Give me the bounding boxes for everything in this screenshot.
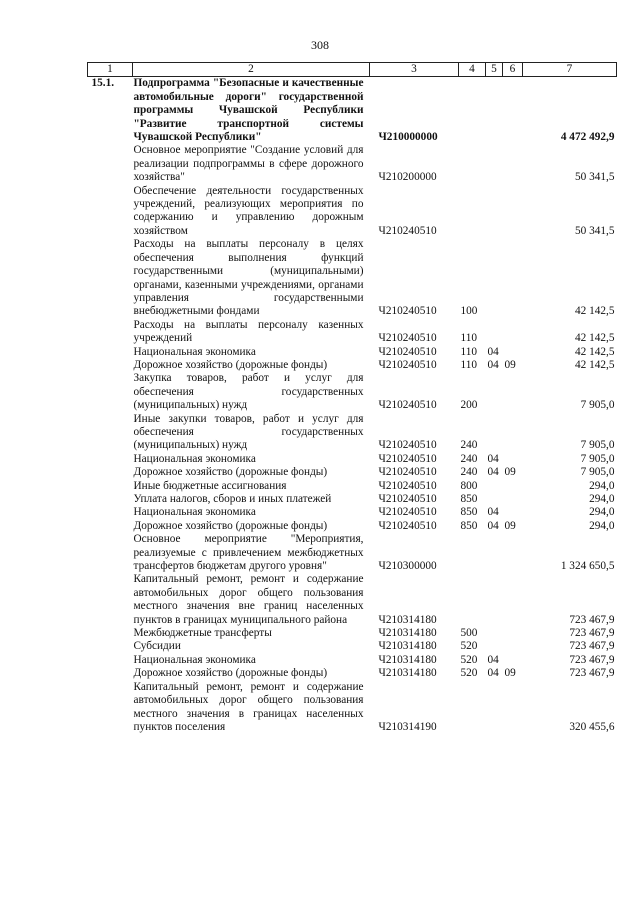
row-amount: 7 905,0 [580,439,615,452]
row-subsection: 09 [504,466,516,479]
row-expense-type: 800 [460,479,478,492]
row-number [88,185,133,239]
row-subsection [503,144,523,184]
row-expense-type [459,573,486,627]
row-section: 04 [487,358,499,371]
row-number [88,480,133,493]
row-code: Ч210240510 [378,479,437,492]
table-row [88,77,617,145]
row-subsection: 09 [504,358,516,371]
row-code: Ч210314180 [378,613,437,626]
row-number [88,238,133,318]
budget-table [87,62,617,734]
row-amount: 320 455,6 [569,720,615,733]
row-expense-type: 850 [460,506,478,519]
row-subsection [503,573,523,627]
row-expense-type: 100 [460,305,478,318]
table-row [88,520,617,533]
row-subsection [503,627,523,640]
row-code: Ч210314180 [378,653,437,666]
row-number [88,413,133,453]
row-section [486,185,503,239]
row-expense-type: 110 [460,332,478,345]
table-row [88,681,617,735]
row-amount: 294,0 [589,493,615,505]
table-row [88,466,617,479]
row-number [88,627,133,640]
row-code: Ч210240510 [378,519,437,532]
row-subsection [503,506,523,519]
row-expense-type [459,144,486,184]
row-section: 04 [487,653,499,666]
row-name: Иные закупки товаров, работ и услуг для обеспечения государственных (муниципальных) нужд [133,412,364,452]
page-number: 308 [311,38,329,52]
row-subsection [503,413,523,453]
row-name: Капитальный ремонт, ремонт и содержание автомобильных дорог общего пользования местного значения в границах населенных пунктов поселения [133,680,364,733]
row-expense-type [459,185,486,239]
row-name: Закупка товаров, работ и услуг для обеспечения государственных (муниципальных) нужд [133,372,364,412]
row-number [88,654,133,667]
row-subsection [503,77,523,145]
table-row [88,654,617,667]
row-expense-type [459,77,486,145]
table-row [88,319,617,346]
row-section [486,319,503,346]
row-name: Иные бюджетные ассигнования [133,479,287,492]
row-expense-type [459,533,486,573]
row-section [486,627,503,640]
row-code: Ч210314180 [378,640,437,653]
row-name: Дорожное хозяйство (дорожные фонды) [133,667,328,680]
row-amount: 7 905,0 [580,399,615,412]
row-expense-type: 110 [460,345,478,358]
row-section [486,77,503,145]
row-amount: 4 472 492,9 [560,131,615,144]
row-section: 04 [487,506,499,519]
header-cell-2: 2 [133,63,370,77]
row-subsection: 09 [504,519,516,532]
header-cell-6: 6 [503,63,523,77]
row-subsection [503,319,523,346]
row-code: Ч210314180 [378,667,437,680]
row-code: Ч210240510 [378,493,437,505]
row-expense-type: 520 [460,667,478,680]
row-subsection [503,453,523,466]
row-section [486,573,503,627]
table-row [88,627,617,640]
table-row [88,413,617,453]
row-number [88,573,133,627]
row-expense-type: 520 [460,653,478,666]
row-amount: 723 467,9 [569,627,615,640]
table-row [88,453,617,466]
row-amount: 50 341,5 [574,171,615,184]
row-name: Расходы на выплаты персоналу в целях обеспечения выполнения функций государственными (муниципальными) органами, казенными учреждениями, органами управления государственными внебюджетными фондами [133,238,364,318]
row-number [88,520,133,533]
row-subsection [503,346,523,359]
row-section [486,372,503,412]
row-amount: 50 341,5 [574,224,615,237]
row-amount: 42 142,5 [574,358,615,371]
row-amount: 294,0 [589,506,615,519]
row-number [88,346,133,359]
row-section: 04 [487,519,499,532]
row-section [486,640,503,653]
row-name: Национальная экономика [133,452,256,465]
row-name: Уплата налогов, сборов и иных платежей [133,493,332,505]
row-subsection [503,238,523,318]
row-expense-type: 240 [460,439,478,452]
row-number [88,681,133,735]
row-name: Субсидии [133,640,181,653]
row-section [486,533,503,573]
row-subsection [503,654,523,667]
row-subsection [503,533,523,573]
table-row [88,667,617,680]
table-row [88,640,617,653]
row-code: Ч210200000 [378,171,437,184]
row-section [486,238,503,318]
row-amount: 7 905,0 [580,452,615,465]
row-expense-type: 850 [460,493,478,505]
row-amount: 42 142,5 [574,332,615,345]
row-code: Ч210314180 [378,627,437,640]
row-name: Обеспечение деятельности государственных учреждений, реализующих мероприятия по содержанию и управлению дорожным хозяйством [133,184,364,237]
row-section [486,480,503,493]
row-name: Межбюджетные трансферты [133,627,272,640]
row-section [486,493,503,506]
row-name: Расходы на выплаты персоналу казенных учреждений [133,318,364,345]
table-row [88,346,617,359]
row-section [486,681,503,735]
row-amount: 723 467,9 [569,613,615,626]
row-amount: 42 142,5 [574,305,615,318]
row-name: Основное мероприятие "Создание условий для реализации подпрограммы в сфере дорожного хозяйства" [133,144,364,184]
row-amount: 723 467,9 [569,667,615,680]
table-row [88,238,617,318]
row-code: Ч210240510 [378,358,437,371]
row-number [88,453,133,466]
row-code: Ч210300000 [378,560,437,573]
row-number [88,493,133,506]
row-section: 04 [487,466,499,479]
row-subsection [503,681,523,735]
row-amount: 723 467,9 [569,653,615,666]
row-section [486,413,503,453]
table-row [88,372,617,412]
row-number [88,319,133,346]
header-cell-3: 3 [370,63,459,77]
table-header-row [88,63,617,77]
row-subsection [503,480,523,493]
table-row [88,493,617,506]
row-code: Ч210000000 [378,131,438,144]
header-cell-7: 7 [523,63,617,77]
row-subsection [503,185,523,239]
row-section: 04 [487,667,499,680]
row-section: 04 [487,345,499,358]
row-code: Ч210240510 [378,466,437,479]
row-name: Дорожное хозяйство (дорожные фонды) [133,519,328,532]
row-subsection [503,372,523,412]
table-row [88,144,617,184]
row-name: Дорожное хозяйство (дорожные фонды) [133,466,328,479]
row-expense-type: 240 [460,452,478,465]
row-amount: 294,0 [589,519,615,532]
row-name: Национальная экономика [133,506,256,519]
row-code: Ч210240510 [378,452,437,465]
row-amount: 723 467,9 [569,640,615,653]
row-amount: 294,0 [589,479,615,492]
row-subsection: 09 [504,667,516,680]
row-number [88,506,133,519]
row-code: Ч210240510 [378,439,437,452]
table-row [88,533,617,573]
row-expense-type: 200 [460,399,478,412]
row-expense-type: 500 [460,627,478,640]
row-code: Ч210240510 [378,224,437,237]
row-name: Основное мероприятие "Мероприятия, реализуемые с привлечением межбюджетных трансфертов бюджетам другого уровня" [133,533,364,573]
row-number [88,533,133,573]
row-number [88,372,133,412]
table-row [88,359,617,372]
header-cell-1: 1 [88,63,133,77]
row-expense-type: 520 [460,640,478,653]
table-row [88,506,617,519]
row-expense-type: 240 [460,466,478,479]
row-subsection [503,640,523,653]
row-code: Ч210240510 [378,345,437,358]
header-cell-4: 4 [459,63,486,77]
row-number [88,667,133,680]
row-amount: 42 142,5 [574,345,615,358]
row-name: Капитальный ремонт, ремонт и содержание автомобильных дорог общего пользования местного значения вне границ населенных пунктов в границах муниципального района [133,573,364,626]
table-row [88,480,617,493]
row-amount: 1 324 650,5 [560,560,615,573]
row-number [88,640,133,653]
header-cell-5: 5 [486,63,503,77]
row-name: Подпрограмма "Безопасные и качественные автомобильные дороги" государственной программы Чувашской Республики "Развитие транспортной системы Чувашской Республики" [133,77,364,144]
row-number [88,359,133,372]
row-code: Ч210240510 [378,332,437,345]
row-number [88,466,133,479]
row-number [88,144,133,184]
row-expense-type: 110 [460,358,478,371]
row-code: Ч210240510 [378,305,437,318]
row-subsection [503,493,523,506]
row-name: Национальная экономика [133,653,256,666]
row-expense-type [459,681,486,735]
row-section [486,144,503,184]
row-code: Ч210240510 [378,506,437,519]
row-expense-type: 850 [460,519,478,532]
row-code: Ч210240510 [378,399,437,412]
row-code: Ч210314190 [378,720,437,733]
row-number: 15.1. [91,77,115,90]
row-amount: 7 905,0 [580,466,615,479]
row-name: Дорожное хозяйство (дорожные фонды) [133,358,328,371]
row-name: Национальная экономика [133,345,256,358]
row-section: 04 [487,452,499,465]
table-row [88,573,617,627]
table-row [88,185,617,239]
